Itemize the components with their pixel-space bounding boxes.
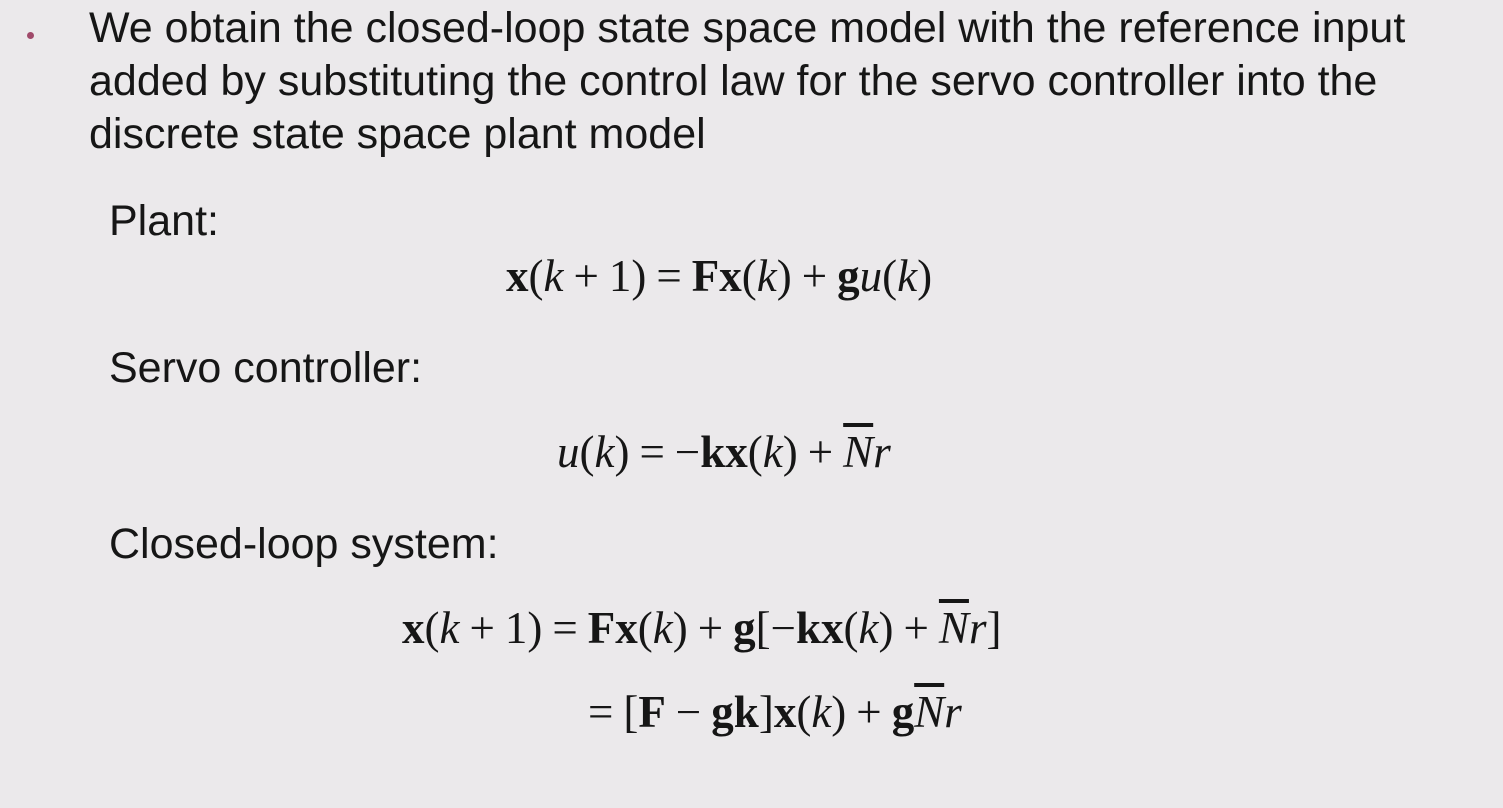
servo-equation: $u(k) = -kx(k) + \overline{N}r$ <box>557 427 891 477</box>
closed-loop-equation-line1: $x(k + 1) = Fx(k) + g[-kx(k) + \overline{N}r]$ <box>402 603 1002 653</box>
closed-loop-equation-line2: = $[F - gk]x(k) + g\overline{N}r$ <box>588 687 962 737</box>
bullet-icon <box>27 32 34 39</box>
plant-label: Plant: <box>109 197 219 245</box>
servo-controller-label: Servo controller: <box>109 344 423 392</box>
bullet-text: We obtain the closed-loop state space model with the reference input added by substituting the control law for the servo controller into the discrete state space plant model <box>89 4 1406 158</box>
closed-loop-label: Closed-loop system: <box>109 520 499 568</box>
plant-equation: x(k + 1) = Fx(k) + gu(k) <box>506 251 933 301</box>
